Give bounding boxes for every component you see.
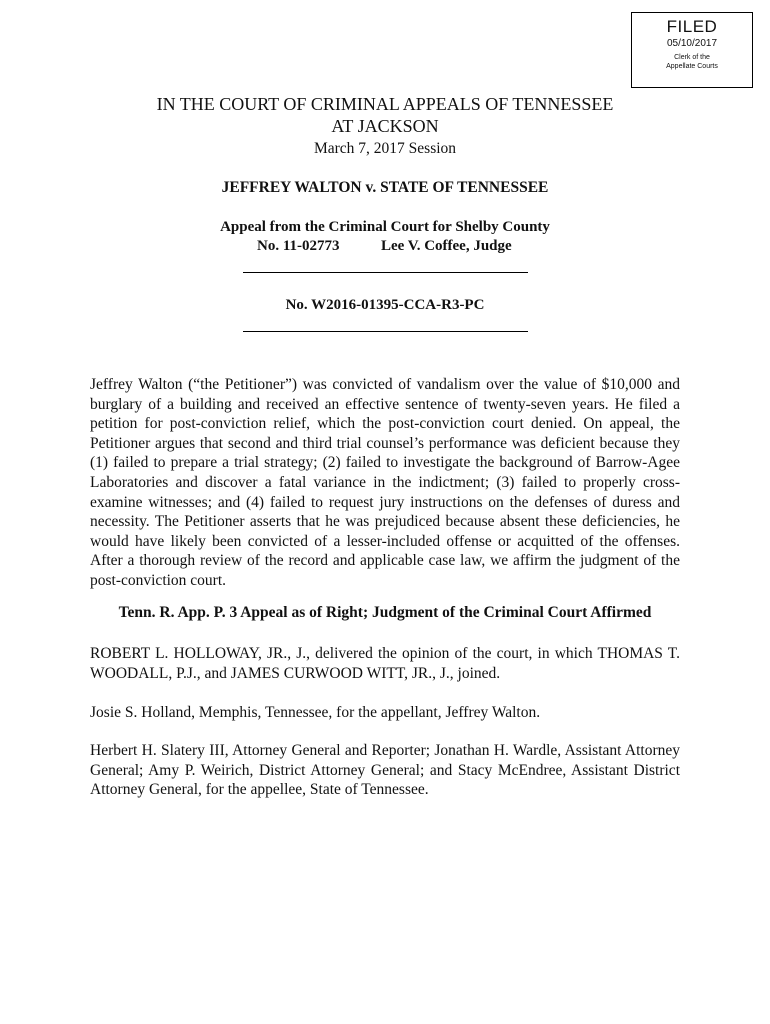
holding-line: Tenn. R. App. P. 3 Appeal as of Right; Judgment of the Criminal Court Affirmed xyxy=(118,604,652,621)
divider-rule xyxy=(243,272,528,273)
trial-number: No. 11-02773 xyxy=(257,238,340,254)
filed-stamp xyxy=(631,12,753,88)
trial-judge: Lee V. Coffee, Judge xyxy=(381,238,512,254)
stamp-courts-line: Appellate Courts xyxy=(666,63,718,70)
appeal-from: Appeal from the Criminal Court for Shelby County xyxy=(220,219,550,235)
divider-rule xyxy=(243,331,528,332)
opinion-authorship: ROBERT L. HOLLOWAY, JR., J., delivered the opinion of the court, in which THOMAS T. WOODALL, P.J., and JAMES CURWOOD WITT, JR., J., joined. xyxy=(90,645,680,682)
stamp-clerk-line: Clerk of the xyxy=(674,54,710,61)
stamp-date: 05/10/2017 xyxy=(666,38,718,49)
appellee-counsel: Herbert H. Slatery III, Attorney General and Reporter; Jonathan H. Wardle, Assistant Attorney General; Amy P. Weirich, District Attorney General; and Stacy McEndree, Assistant District Attorney General, for the appellee, State of Tennessee. xyxy=(90,742,680,799)
docket-number: No. W2016-01395-CCA-R3-PC xyxy=(285,297,485,313)
case-title: JEFFREY WALTON v. STATE OF TENNESSEE xyxy=(221,179,549,196)
court-location: AT JACKSON xyxy=(331,116,439,136)
appellant-counsel: Josie S. Holland, Memphis, Tennessee, for the appellant, Jeffrey Walton. xyxy=(90,704,541,721)
case-summary: Jeffrey Walton (“the Petitioner”) was convicted of vandalism over the value of $10,000 and burglary of a building and received an effective sentence of twenty-seven years. He filed a petition for post-conviction relief, which the post-conviction court denied. On appeal, the Petitioner argues that second and third trial counsel’s performance was deficient because they (1) failed to prepare a trial strategy; (2) failed to investigate the background of Barrow-Agee Laboratories and discover a fatal variance in the indictment; (3) failed to properly cross-examine witnesses; and (4) failed to request jury instructions on the defenses of duress and necessity. The Petitioner asserts that he was prejudiced because absent these deficiencies, he would have likely been convicted of a lesser-included offense or acquitted of the offenses. After a thorough review of the record and applicable case law, we affirm the judgment of the post-conviction court. xyxy=(90,376,680,589)
session-date: March 7, 2017 Session xyxy=(313,140,457,157)
court-name: IN THE COURT OF CRIMINAL APPEALS OF TENNESSEE xyxy=(156,94,614,114)
stamp-title: FILED xyxy=(666,17,718,36)
